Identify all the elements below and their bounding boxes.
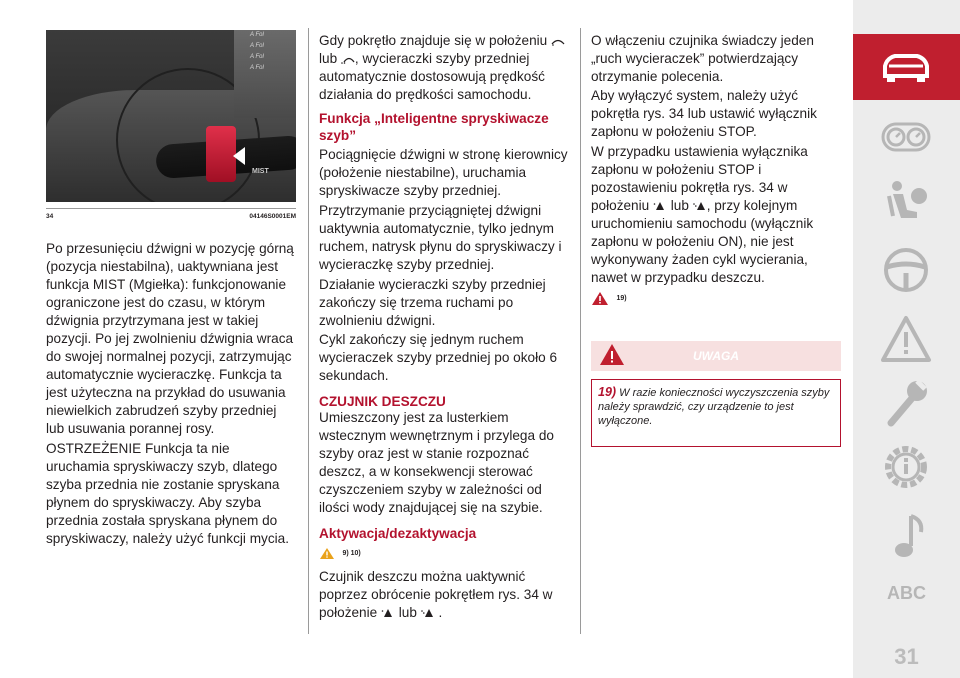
- figure-number: 34: [46, 213, 54, 220]
- display-screen: [234, 30, 296, 118]
- screen-item: A Fol: [250, 43, 264, 49]
- car-icon[interactable]: [873, 40, 939, 94]
- col2-paragraph-6: Umieszczony jest za lusterkiem wstecznym wewnętrznym i przylega do szyby oraz jest w stanie rozpoznać deszcz, a w konsekwencji sterować czyszczeniem szyby w zależności od ilości wody znajdującej się na szybie.: [319, 410, 554, 515]
- arrow-icon: [233, 147, 245, 165]
- rain-sensor-icon: [653, 201, 667, 211]
- col2-paragraph-2: Pociągnięcie dźwigni w stronę kierownicy (położenie niestabilne), uruchamia spryskiwacze szyby przedniej.: [319, 147, 568, 198]
- col2-heading-2: CZUJNIK DESZCZU: [319, 394, 446, 409]
- col2-paragraph-1: Gdy pokrętło znajduje się w położeniu lub , wycieraczki szyby przedniej automatycznie dostosowują prędkość działania do prędkości samochodu.: [319, 32, 569, 104]
- mist-label: MIST: [252, 168, 269, 175]
- screen-item: A Fol: [250, 32, 264, 38]
- col1-paragraph-2: OSTRZEŻENIE Funkcja ta nie uruchamia spryskiwaczy szyb, dlatego szyba przednia nie zostanie spryskana płynem do spryskiwaczy. Aby szyba przednia została spryskana płynem do spryskiwaczy, należy użyć funkcji mycia.: [46, 441, 289, 546]
- warning-triangle-icon[interactable]: [873, 312, 939, 366]
- page-number: 31: [894, 644, 919, 669]
- lever-highlight: [206, 126, 236, 182]
- col2-heading-3: Aktywacja/dezaktywacja: [319, 526, 477, 541]
- sidebar-abc-index[interactable]: ABC: [887, 583, 926, 603]
- auto-wiper-fast-icon: [341, 54, 355, 64]
- gear-info-icon[interactable]: [873, 440, 939, 494]
- col2-note-ref: 9) 10): [319, 545, 569, 563]
- figure-wiper-lever-photo: [46, 30, 296, 202]
- col2-paragraph-3: Przytrzymanie przyciągniętej dźwigni uaktywnia automatycznie, tylko jednym ruchem, natrysk płynu do spryskiwaczy i wycieraczkę szyby przedniej.: [319, 203, 562, 272]
- steering-wheel-icon[interactable]: [873, 243, 939, 297]
- col2-paragraph-4: Działanie wycieraczki szyby przedniej zakończy się trzema ruchami po zwolnieniu dźwigni.: [319, 277, 546, 328]
- col3-paragraph-1: O włączeniu czujnika świadczy jeden „ruch wycieraczek” potwierdzający otrzymanie polecenia.: [591, 33, 814, 84]
- gauges-icon[interactable]: [873, 110, 939, 164]
- seat-airbag-icon[interactable]: [873, 176, 939, 230]
- col1-paragraph-1: Po przesunięciu dźwigni w pozycję górną (pozycja niestabilna), uaktywniana jest funkcja MIST (Mgiełka): funkcjonowanie ograniczone jest do czasu, w którym dźwignia przytrzymana jest w takiej pozycji. Po jej zwolnieniu dźwignia wraca do swojej normalnej pozycji, zatrzymując automatycznie wycieraczkę. Funkcja ta jest użyteczna na przykład do usuwania niewielkich zabrudzeń szyby przedniej lub usuwania porannej rosy.: [46, 241, 294, 436]
- column-divider-1: [308, 28, 309, 634]
- auto-wiper-icon: [551, 36, 565, 46]
- figure-code: 04146S0001EM: [249, 213, 296, 220]
- rain-sensor-high-icon: [421, 608, 435, 618]
- caution-triangle-icon: [319, 547, 335, 560]
- uwaga-title: UWAGA: [693, 349, 739, 363]
- screen-item: A Fol: [250, 54, 264, 60]
- screen-item: A Fol: [250, 65, 264, 71]
- rain-sensor-high-icon: [693, 201, 707, 211]
- col2-paragraph-5: Cykl zakończy się jednym ruchem wycieraczek szyby przedniej po około 6 sekundach.: [319, 332, 558, 383]
- col3-warn-ref: 19): [591, 290, 841, 308]
- col2-heading-1: Funkcja „Inteligentne spryskiwacze szyb”: [319, 111, 549, 143]
- wrench-icon[interactable]: [873, 375, 939, 429]
- col3-paragraph-2: Aby wyłączyć system, należy użyć pokrętła rys. 34 lub ustawić wyłącznik zapłonu w położeniu STOP.: [591, 88, 817, 139]
- col2-paragraph-7: Czujnik deszczu można uaktywnić poprzez obrócenie pokrętłem rys. 34 w położenie lub .: [319, 569, 553, 620]
- music-note-icon[interactable]: [873, 510, 939, 564]
- column-divider-2: [580, 28, 581, 634]
- warning-triangle-icon: [591, 291, 609, 306]
- rain-sensor-icon: [381, 608, 395, 618]
- figure-caption: [46, 208, 296, 220]
- col3-paragraph-3: W przypadku ustawienia wyłącznika zapłonu w położeniu STOP i pozostawieniu pokrętła rys. 34 w położeniu lub , przy kolejnym uruchomieniu samochodu (wyłącznik zapłonu w położeniu ON), nie jest wykonywany żaden cykl wycierania, nawet w przypadku deszczu.: [591, 144, 814, 285]
- uwaga-note-box: 19) W razie konieczności wyczyszczenia szyby należy sprawdzić, czy urządzenie to jest wyłączone.: [591, 379, 841, 447]
